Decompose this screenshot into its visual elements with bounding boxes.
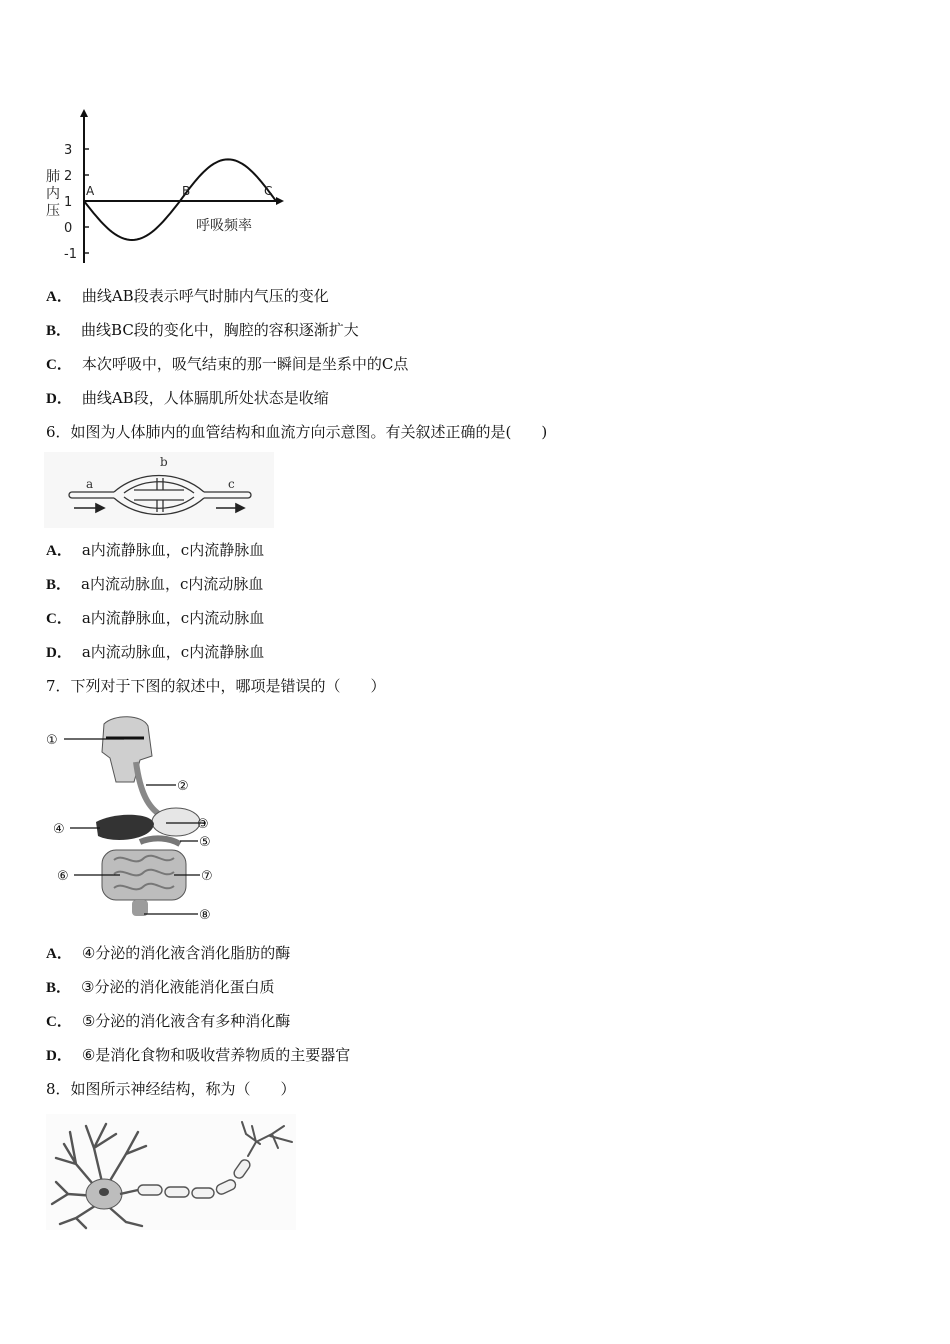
label-c: c [228,477,235,491]
label-7: ⑦ [201,869,213,884]
label-b: b [160,455,168,469]
q7-option-c: C． ⑤分泌的消化液含有多种消化酶 [46,1012,291,1030]
ylabel-char: 肺 [46,169,60,185]
q6-option-c: C． a内流静脉血，c内流动脉血 [46,609,265,627]
chart-ylabel [46,168,60,219]
chart-xlabel: 呼吸频率 [196,218,252,234]
y-tick-label: -1 [64,247,77,262]
point-label: A [86,184,95,198]
chart-point-labels [86,184,272,198]
lung-pressure-chart [44,103,294,273]
x-axis-arrow [276,197,284,205]
q7-option-b: B． ③分泌的消化液能消化蛋白质 [46,978,275,996]
q5-option-b: B． 曲线BC段的变化中，胸腔的容积逐渐扩大 [46,321,359,339]
q5-option-a: A． 曲线AB段表示呼气时肺内气压的变化 [46,287,329,305]
y-tick-label: 3 [64,143,73,158]
q6-stem: 6．如图为人体肺内的血管结构和血流方向示意图。有关叙述正确的是( ) [46,423,548,441]
q6-option-d: D． a内流动脉血，c内流静脉血 [46,643,265,661]
y-tick-label: 0 [64,221,73,236]
label-6: ⑥ [57,869,69,884]
y-axis-arrow [80,109,88,117]
ylabel-char: 压 [46,203,60,219]
q5-option-c: C． 本次呼吸中，吸气结束的那一瞬间是坐系中的C点 [46,355,409,373]
q6-option-a: A． a内流静脉血，c内流静脉血 [46,541,265,559]
lung-capillary-diagram [44,452,274,528]
y-tick-label: 2 [64,169,73,184]
label-5: ⑤ [199,835,211,850]
q7-option-a: A． ④分泌的消化液含消化脂肪的酶 [46,944,291,962]
label-1: ① [46,733,58,748]
q8-stem: 8．如图所示神经结构，称为（ ） [46,1080,296,1098]
q6-option-b: B． a内流动脉血，c内流动脉血 [46,575,264,593]
q7-option-d: D． ⑥是消化食物和吸收营养物质的主要器官 [46,1046,351,1064]
label-2: ② [177,779,189,794]
label-4: ④ [53,822,65,837]
label-a: a [86,477,94,491]
point-label: B [182,184,191,198]
y-tick-label: 1 [64,195,73,210]
q5-option-d: D． 曲线AB段，人体膈肌所处状态是收缩 [46,389,329,407]
label-8: ⑧ [199,908,211,923]
label-3: ③ [197,817,209,832]
digestive-system-diagram [44,712,224,924]
neuron-diagram [46,1114,296,1230]
point-label: C [264,184,273,198]
ylabel-char: 内 [46,186,60,202]
q7-stem: 7．下列对于下图的叙述中，哪项是错误的（ ） [46,677,386,695]
